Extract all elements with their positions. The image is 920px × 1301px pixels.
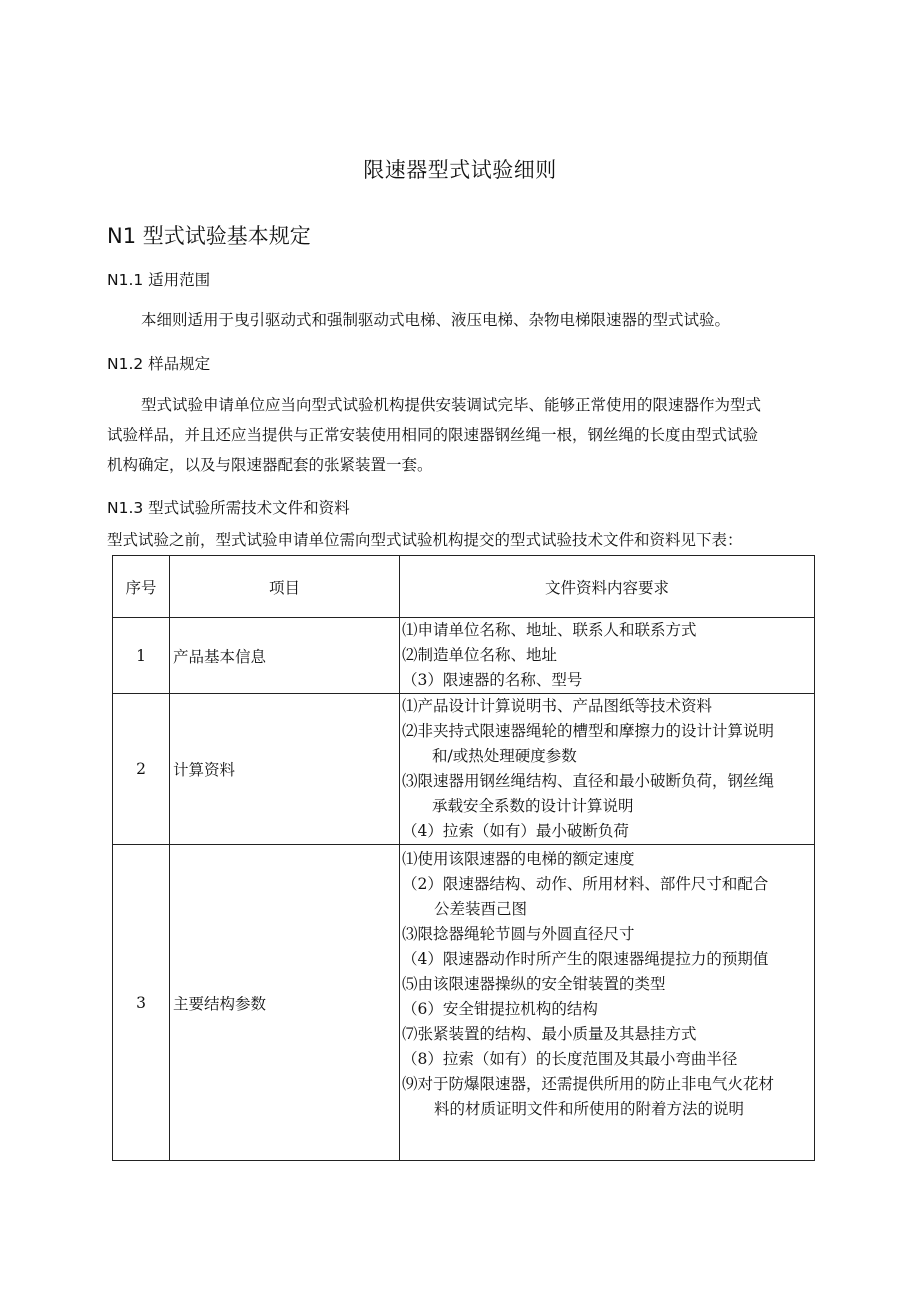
row-item: 计算资料 xyxy=(170,694,400,845)
requirement-line: ⑼对于防爆限速器，还需提供所用的防止非电气火花材 xyxy=(402,1075,775,1093)
row-number: 2 xyxy=(113,694,170,845)
header-requirements: 文件资料内容要求 xyxy=(400,556,815,618)
requirement-line: （3）限速器的名称、型号 xyxy=(402,671,583,689)
requirement-line: ⑶限捻器绳轮节圆与外圆直径尺寸 xyxy=(402,925,635,943)
header-item: 项目 xyxy=(170,556,400,618)
row-requirements xyxy=(400,694,815,845)
requirement-line: 公差装酉己图 xyxy=(434,900,528,918)
requirement-line: ⑴产品设计计算说明书、产品图纸等技术资料 xyxy=(402,697,713,715)
requirement-line: ⑵非夹持式限速器绳轮的槽型和摩擦力的设计计算说明 xyxy=(402,722,775,740)
requirement-line: ⑺张紧装置的结构、最小质量及其悬挂方式 xyxy=(402,1025,697,1043)
requirement-line: 料的材质证明文件和所使用的附着方法的说明 xyxy=(434,1100,745,1118)
table-row xyxy=(113,618,815,694)
row-requirements xyxy=(400,618,815,694)
requirement-line: 和/或热处理硬度参数 xyxy=(432,747,577,765)
row-item: 产品基本信息 xyxy=(170,618,400,694)
sample-paragraph-line-1: 型式试验申请单位应当向型式试验机构提供安装调试完毕、能够正常使用的限速器作为型式 xyxy=(141,396,762,414)
section-heading-n1-3: N1.3 型式试验所需技术文件和资料 xyxy=(107,499,350,517)
requirement-line: ⑴使用该限速器的电梯的额定速度 xyxy=(402,850,635,868)
header-serial-number: 序号 xyxy=(113,556,170,618)
row-requirements xyxy=(400,845,815,1161)
requirement-line: ⑸由该限速器操纵的安全钳装置的类型 xyxy=(402,975,666,993)
requirement-line: （6）安全钳提拉机构的结构 xyxy=(402,1000,598,1018)
table-row xyxy=(113,694,815,845)
requirement-line: （4）拉索（如有）最小破断负荷 xyxy=(402,822,629,840)
table-row xyxy=(113,845,815,1161)
row-item: 主要结构参数 xyxy=(170,845,400,1161)
requirement-line: ⑵制造单位名称、地址 xyxy=(402,646,558,664)
requirement-line: （2）限速器结构、动作、所用材料、部件尺寸和配合 xyxy=(402,875,769,893)
requirement-line: （8）拉索（如有）的长度范围及其最小弯曲半径 xyxy=(402,1050,738,1068)
section-heading-n1-2: N1.2 样品规定 xyxy=(107,355,211,373)
technical-documents-table xyxy=(112,555,815,1161)
requirement-line: ⑴申请单位名称、地址、联系人和联系方式 xyxy=(402,621,697,639)
section-heading-n1: N1 型式试验基本规定 xyxy=(107,224,311,248)
requirement-line: 承载安全系数的设计计算说明 xyxy=(432,797,634,815)
sample-paragraph-line-3: 机构确定，以及与限速器配套的张紧装置一套。 xyxy=(107,456,433,474)
requirement-line: ⑶限速器用钢丝绳结构、直径和最小破断负荷，钢丝绳 xyxy=(402,772,775,790)
row-number: 1 xyxy=(113,618,170,694)
requirement-line: （4）限速器动作时所产生的限速器绳提拉力的预期值 xyxy=(402,950,769,968)
document-title: 限速器型式试验细则 xyxy=(363,158,557,182)
table-header-row xyxy=(113,556,815,618)
table-intro-text: 型式试验之前，型式试验申请单位需向型式试验机构提交的型式试验技术文件和资料见下表： xyxy=(107,531,743,549)
scope-paragraph: 本细则适用于曳引驱动式和强制驱动式电梯、液压电梯、杂物电梯限速器的型式试验。 xyxy=(141,311,731,329)
section-heading-n1-1: N1.1 适用范围 xyxy=(107,271,211,289)
row-number: 3 xyxy=(113,845,170,1161)
sample-paragraph-line-2: 试验样品，并且还应当提供与正常安装使用相同的限速器钢丝绳一根，钢丝绳的长度由型式试验 xyxy=(107,426,759,444)
